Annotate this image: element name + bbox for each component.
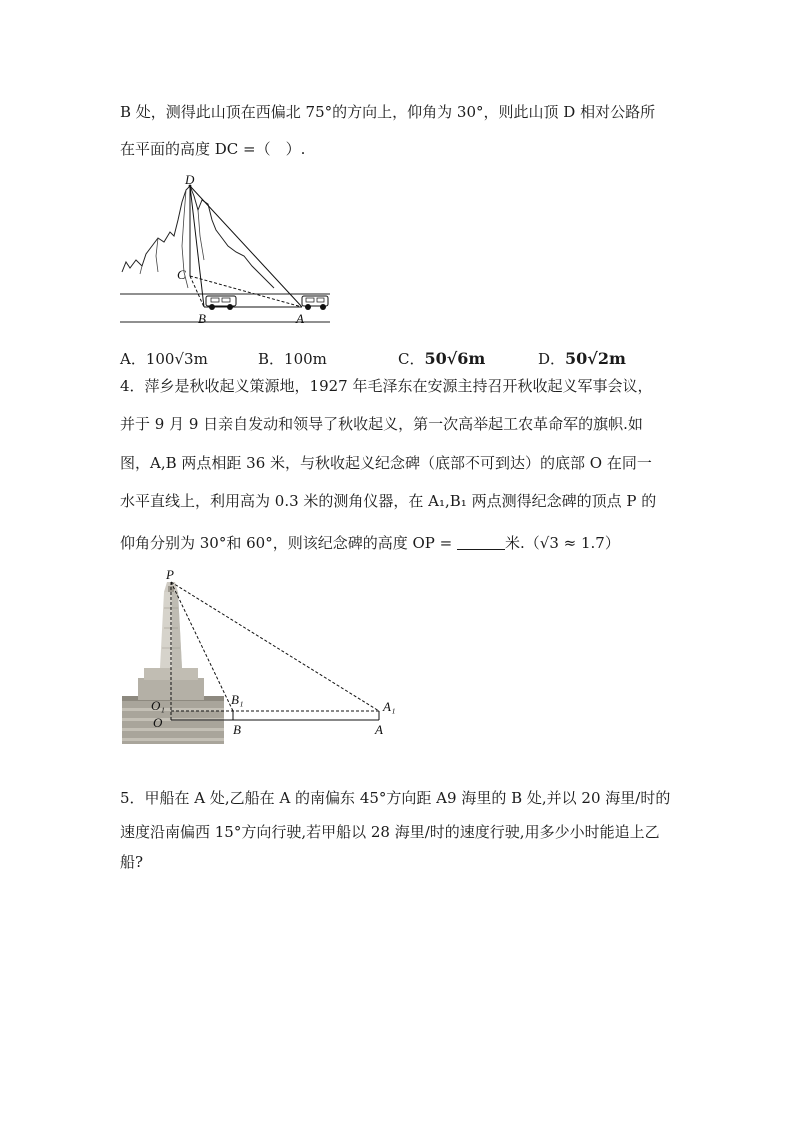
q4-label-b: B bbox=[233, 722, 241, 737]
option-c bbox=[398, 348, 485, 369]
option-b-label: B． bbox=[258, 350, 285, 368]
q4-monument-figure bbox=[120, 568, 410, 746]
option-b bbox=[258, 348, 327, 369]
q4-line-5-end: 米.（√3 ≈ 1.7） bbox=[505, 534, 620, 552]
q5-text-line-3: 船? bbox=[120, 853, 144, 871]
q4-line-5-start: 仰角分别为 30°和 60°，则该纪念碑的高度 OP = bbox=[120, 534, 453, 552]
q4-label-b1: B₁ bbox=[231, 692, 244, 707]
q4-text-line-3: 图，A,B 两点相距 36 米，与秋收起义纪念碑（底部不可到达）的底部 O 在同一 bbox=[120, 454, 652, 472]
option-a-value: 100√3m bbox=[145, 350, 208, 368]
car-b-icon bbox=[206, 296, 236, 310]
option-c-value: 50√6m bbox=[424, 349, 486, 368]
q5-text-line-2: 速度沿南偏西 15°方向行驶,若甲船以 28 海里/时的速度行驶,用多少小时能追上乙 bbox=[120, 823, 660, 841]
q4-label-p: P bbox=[166, 567, 174, 582]
option-d-value: 50√2m bbox=[565, 349, 626, 368]
q5-text-line-1: 5．甲船在 A 处,乙船在 A 的南偏东 45°方向距 A9 海里的 B 处,并以 20 海里/时的 bbox=[120, 789, 671, 807]
option-d-label: D． bbox=[538, 350, 566, 368]
q3-label-a: A bbox=[296, 311, 304, 326]
q4-text-line-4: 水平直线上，利用高为 0.3 米的测角仪器，在 A₁,B₁ 两点测得纪念碑的顶点 P 的 bbox=[120, 492, 657, 510]
car-a-icon bbox=[302, 296, 328, 310]
q3-text-line-2: 在平面的高度 DC =（ ）. bbox=[120, 140, 306, 158]
q3-label-d: D bbox=[185, 172, 195, 187]
q4-label-a: A bbox=[375, 722, 383, 737]
q4-label-o: O bbox=[153, 715, 163, 730]
option-c-label: C． bbox=[398, 350, 425, 368]
q4-label-a1: A₁ bbox=[383, 699, 396, 714]
q3-label-b: B bbox=[198, 311, 206, 326]
q4-text-line-5 bbox=[120, 533, 620, 553]
option-a bbox=[120, 348, 208, 369]
q3-mountain-figure bbox=[118, 172, 333, 330]
option-a-label: A． bbox=[120, 350, 146, 368]
answer-blank bbox=[457, 535, 505, 550]
q3-text-line-1: B 处，测得此山顶在西偏北 75°的方向上，仰角为 30°，则此山顶 D 相对公路所 bbox=[120, 103, 656, 121]
q4-label-o1: O₁ bbox=[151, 698, 165, 713]
q4-text-line-1: 4．萍乡是秋收起义策源地，1927 年毛泽东在安源主持召开秋收起义军事会议， bbox=[120, 377, 653, 395]
option-b-value: 100m bbox=[284, 350, 327, 368]
option-d bbox=[538, 348, 626, 369]
q3-label-c: C bbox=[177, 267, 186, 282]
q4-text-line-2: 并于 9 月 9 日亲自发动和领导了秋收起义，第一次高举起工农革命军的旗帜.如 bbox=[120, 415, 643, 433]
